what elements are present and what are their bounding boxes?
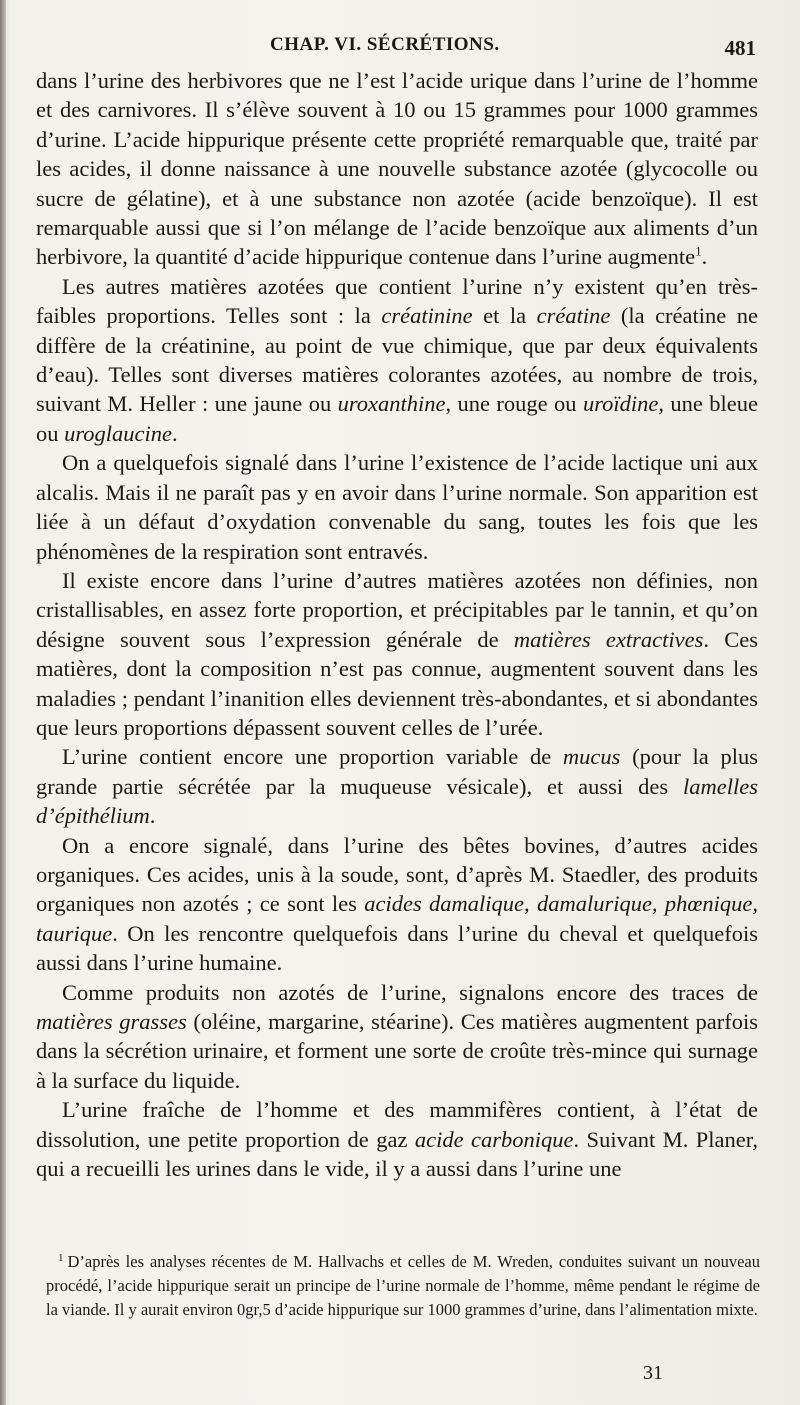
text-run: Il existe encore dans l’urine d’autres matières azotées non définies, non cristallisables, en assez forte proportion, et précipitables par le tannin, et qu’on désigne souvent sous l’expression générale de [36, 567, 758, 652]
text-run: L’urine fraîche de l’homme et des mammifères contient, à l’état de dissolution, une petite proportion de gaz [36, 1097, 758, 1152]
italic-text: créatinine [381, 303, 473, 329]
footnote-text: D’après les analyses récentes de M. Hallvachs et celles de M. Wreden, conduites suivant un nouveau procédé, l’acide hippurique serait un principe de l’urine normale de l’homme, même pendant le régime de la viande. Il y aurait environ 0gr,5 d’acide hippurique sur 1000 grammes d’urine, dans l’alimentation mixte. [46, 1252, 760, 1319]
text-run: . Ces matières, dont la composition n’est pas connue, augmentent souvent dans les maladies ; pendant l’inanition elles deviennent très-abondantes, et si abondantes que leurs proportions dépassent souvent celles de l’urée. [36, 626, 758, 740]
text-run: . [701, 244, 708, 270]
text-run: , une rouge ou [445, 391, 583, 417]
text-run: dans l’urine des herbivores que ne l’est l’acide urique dans l’urine de l’homme et des carnivores. Il s’élève souvent à 10 ou 15 grammes pour 1000 grammes d’urine. L’acide hippurique présente cette propriété remarquable que, traité par les acides, il donne naissance à une nouvelle substance azotée (glycocolle ou sucre de gélatine), et à une substance non azotée (acide benzoïque). Il est remarquable aussi que si l’on mélange de l’acide benzoïque aux aliments d’un herbivore, la quantité d’acide hippurique contenue dans l’urine augmente [36, 68, 758, 270]
italic-text: mucus [562, 744, 621, 770]
italic-text: lamelles d’épithélium [36, 773, 758, 829]
page-number: 481 [724, 36, 756, 60]
italic-text: acides damalique, damalurique, phœnique, taurique [36, 891, 758, 946]
page-header [36, 30, 756, 66]
text-run: , une bleue ou [36, 391, 758, 446]
text-run: Comme produits non azotés de l’urine, signalons encore des traces de [62, 979, 758, 1005]
text-run: . Suivant M. Planer, qui a recueilli les urines dans le vide, il y a aussi dans l’urine une [36, 1126, 758, 1182]
italic-text: matières grasses [36, 1009, 187, 1034]
italic-text: uroglaucine [64, 420, 173, 446]
paragraph [36, 978, 758, 1096]
italic-text: créatine [536, 303, 611, 329]
footnotes [46, 1250, 760, 1322]
italic-text: uroxanthine [337, 391, 446, 417]
italic-text: uroïdine [582, 391, 659, 417]
italic-text: acide carbonique [414, 1126, 574, 1152]
paragraph [36, 831, 758, 978]
running-head: CHAP. VI. SÉCRÉTIONS. [270, 34, 500, 55]
main-text [36, 66, 758, 1183]
text-run: On a quelquefois signalé dans l’urine l’existence de l’acide lactique uni aux alcalis. Mais il ne paraît pas y en avoir dans l’urine normale. Son apparition est liée à un défaut d’oxydation convenable du sang, toutes les fois que les phénomènes de la respiration sont entravés. [36, 450, 758, 564]
signature-mark: 31 [643, 1362, 663, 1384]
text-run: . On les rencontre quelquefois dans l’urine du cheval et quelquefois aussi dans l’urine humaine. [36, 920, 758, 976]
text-run: (pour la plus grande partie sécrétée par la muqueuse vésicale), et aussi des [36, 744, 759, 799]
text-run: Les autres matières azotées que contient l’urine n’y existent qu’en très-faibles proportions. Telles sont : la [36, 273, 758, 329]
text-run: et la [472, 303, 537, 329]
footnote [46, 1250, 760, 1322]
footnote-number: 1 [58, 1251, 64, 1264]
text-run: . [172, 420, 178, 446]
paragraph [36, 566, 758, 742]
text-run: L’urine contient encore une proportion variable de [62, 744, 563, 770]
paragraph [36, 272, 758, 448]
text-run: (oléine, margarine, stéarine). Ces matières augmentent parfois dans la sécrétion urinaire, et forment une sorte de croûte très-mince qui surnage à la surface du liquide. [36, 1009, 758, 1093]
text-run: . [149, 803, 156, 829]
paragraph [36, 742, 758, 830]
footnote-ref: 1 [695, 243, 702, 259]
text-run: (la créatine ne diffère de la créatinine, au point de vue chimique, que par deux équivalents d’eau). Telles sont diverses matières colorantes azotées, au nombre de trois, suivant M. Heller : une jaune ou [36, 303, 758, 417]
italic-text: matières extractives [513, 626, 704, 652]
text-run: On a encore signalé, dans l’urine des bêtes bovines, d’autres acides organiques. Ces acides, unis à la soude, sont, d’après M. Staedler, des produits organiques non azotés ; ce sont les [36, 832, 758, 917]
page-edge-shadow [0, 0, 6, 1405]
paragraph [36, 66, 758, 272]
paragraph [36, 448, 758, 566]
paragraph [36, 1095, 758, 1183]
